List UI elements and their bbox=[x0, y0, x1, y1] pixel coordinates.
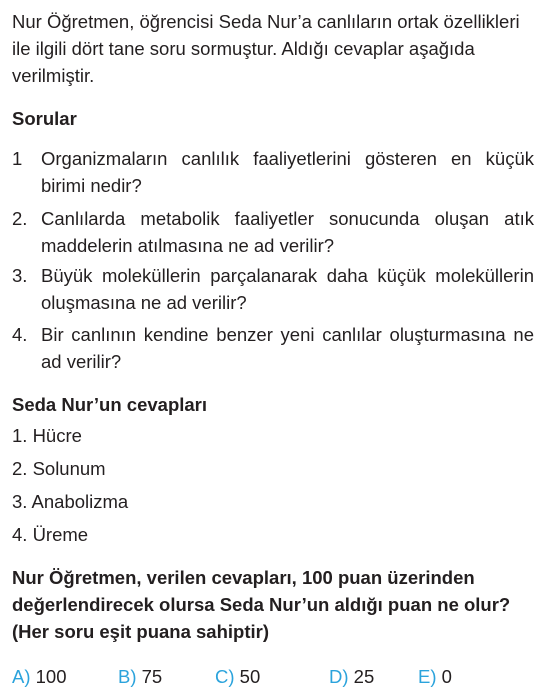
option-value: 100 bbox=[35, 666, 67, 687]
question-number: 3. bbox=[12, 265, 28, 286]
option-value: 50 bbox=[239, 666, 261, 687]
answers-heading: Seda Nur’un cevapları bbox=[12, 394, 208, 415]
intro-text: Nur Öğretmen, öğrencisi Seda Nur’a canlıların ortak özellikleri ile ilgili dört tane soru sormuştur. Aldığı cevaplar aşağıda verilmiştir. bbox=[12, 11, 520, 86]
option-value: 25 bbox=[353, 666, 375, 687]
question-text: Büyük moleküllerin parçalanarak daha küçük moleküllerin oluşmasına ne ad verilir? bbox=[41, 265, 534, 313]
option-c[interactable] bbox=[215, 663, 260, 690]
option-letter: A) bbox=[12, 666, 31, 687]
option-value: 75 bbox=[141, 666, 163, 687]
question-item-4 bbox=[12, 321, 534, 375]
question-number: 2. bbox=[12, 208, 28, 229]
option-letter: C) bbox=[215, 666, 235, 687]
option-a[interactable] bbox=[12, 663, 67, 690]
option-d[interactable] bbox=[329, 663, 374, 690]
option-b[interactable] bbox=[118, 663, 162, 690]
option-value: 0 bbox=[441, 666, 452, 687]
question-item-3 bbox=[12, 262, 534, 316]
question-item-2 bbox=[12, 205, 534, 259]
questions-heading: Sorular bbox=[12, 108, 77, 129]
answer-item-2: 2. Solunum bbox=[12, 458, 106, 479]
option-e[interactable] bbox=[418, 663, 452, 690]
answer-item-4: 4. Üreme bbox=[12, 524, 89, 545]
final-question: Nur Öğretmen, verilen cevapları, 100 puan üzerinden değerlendirecek olursa Seda Nur’un aldığı puan ne olur? (Her soru eşit puana sahiptir) bbox=[12, 567, 511, 642]
option-letter: B) bbox=[118, 666, 137, 687]
question-text: Canlılarda metabolik faaliyetler sonucunda oluşan atık maddelerin atılmasına ne ad verilir? bbox=[41, 208, 534, 256]
option-letter: E) bbox=[418, 666, 437, 687]
question-text: Bir canlının kendine benzer yeni canlılar oluşturmasına ne ad verilir? bbox=[41, 324, 534, 372]
question-number: 4. bbox=[12, 324, 28, 345]
answer-item-1: 1. Hücre bbox=[12, 425, 82, 446]
option-letter: D) bbox=[329, 666, 349, 687]
answer-item-3: 3. Anabolizma bbox=[12, 491, 129, 512]
question-item-1 bbox=[12, 145, 534, 199]
question-number: 1 bbox=[12, 148, 23, 169]
question-text: Organizmaların canlılık faaliyetlerini gösteren en küçük birimi nedir? bbox=[41, 148, 534, 196]
